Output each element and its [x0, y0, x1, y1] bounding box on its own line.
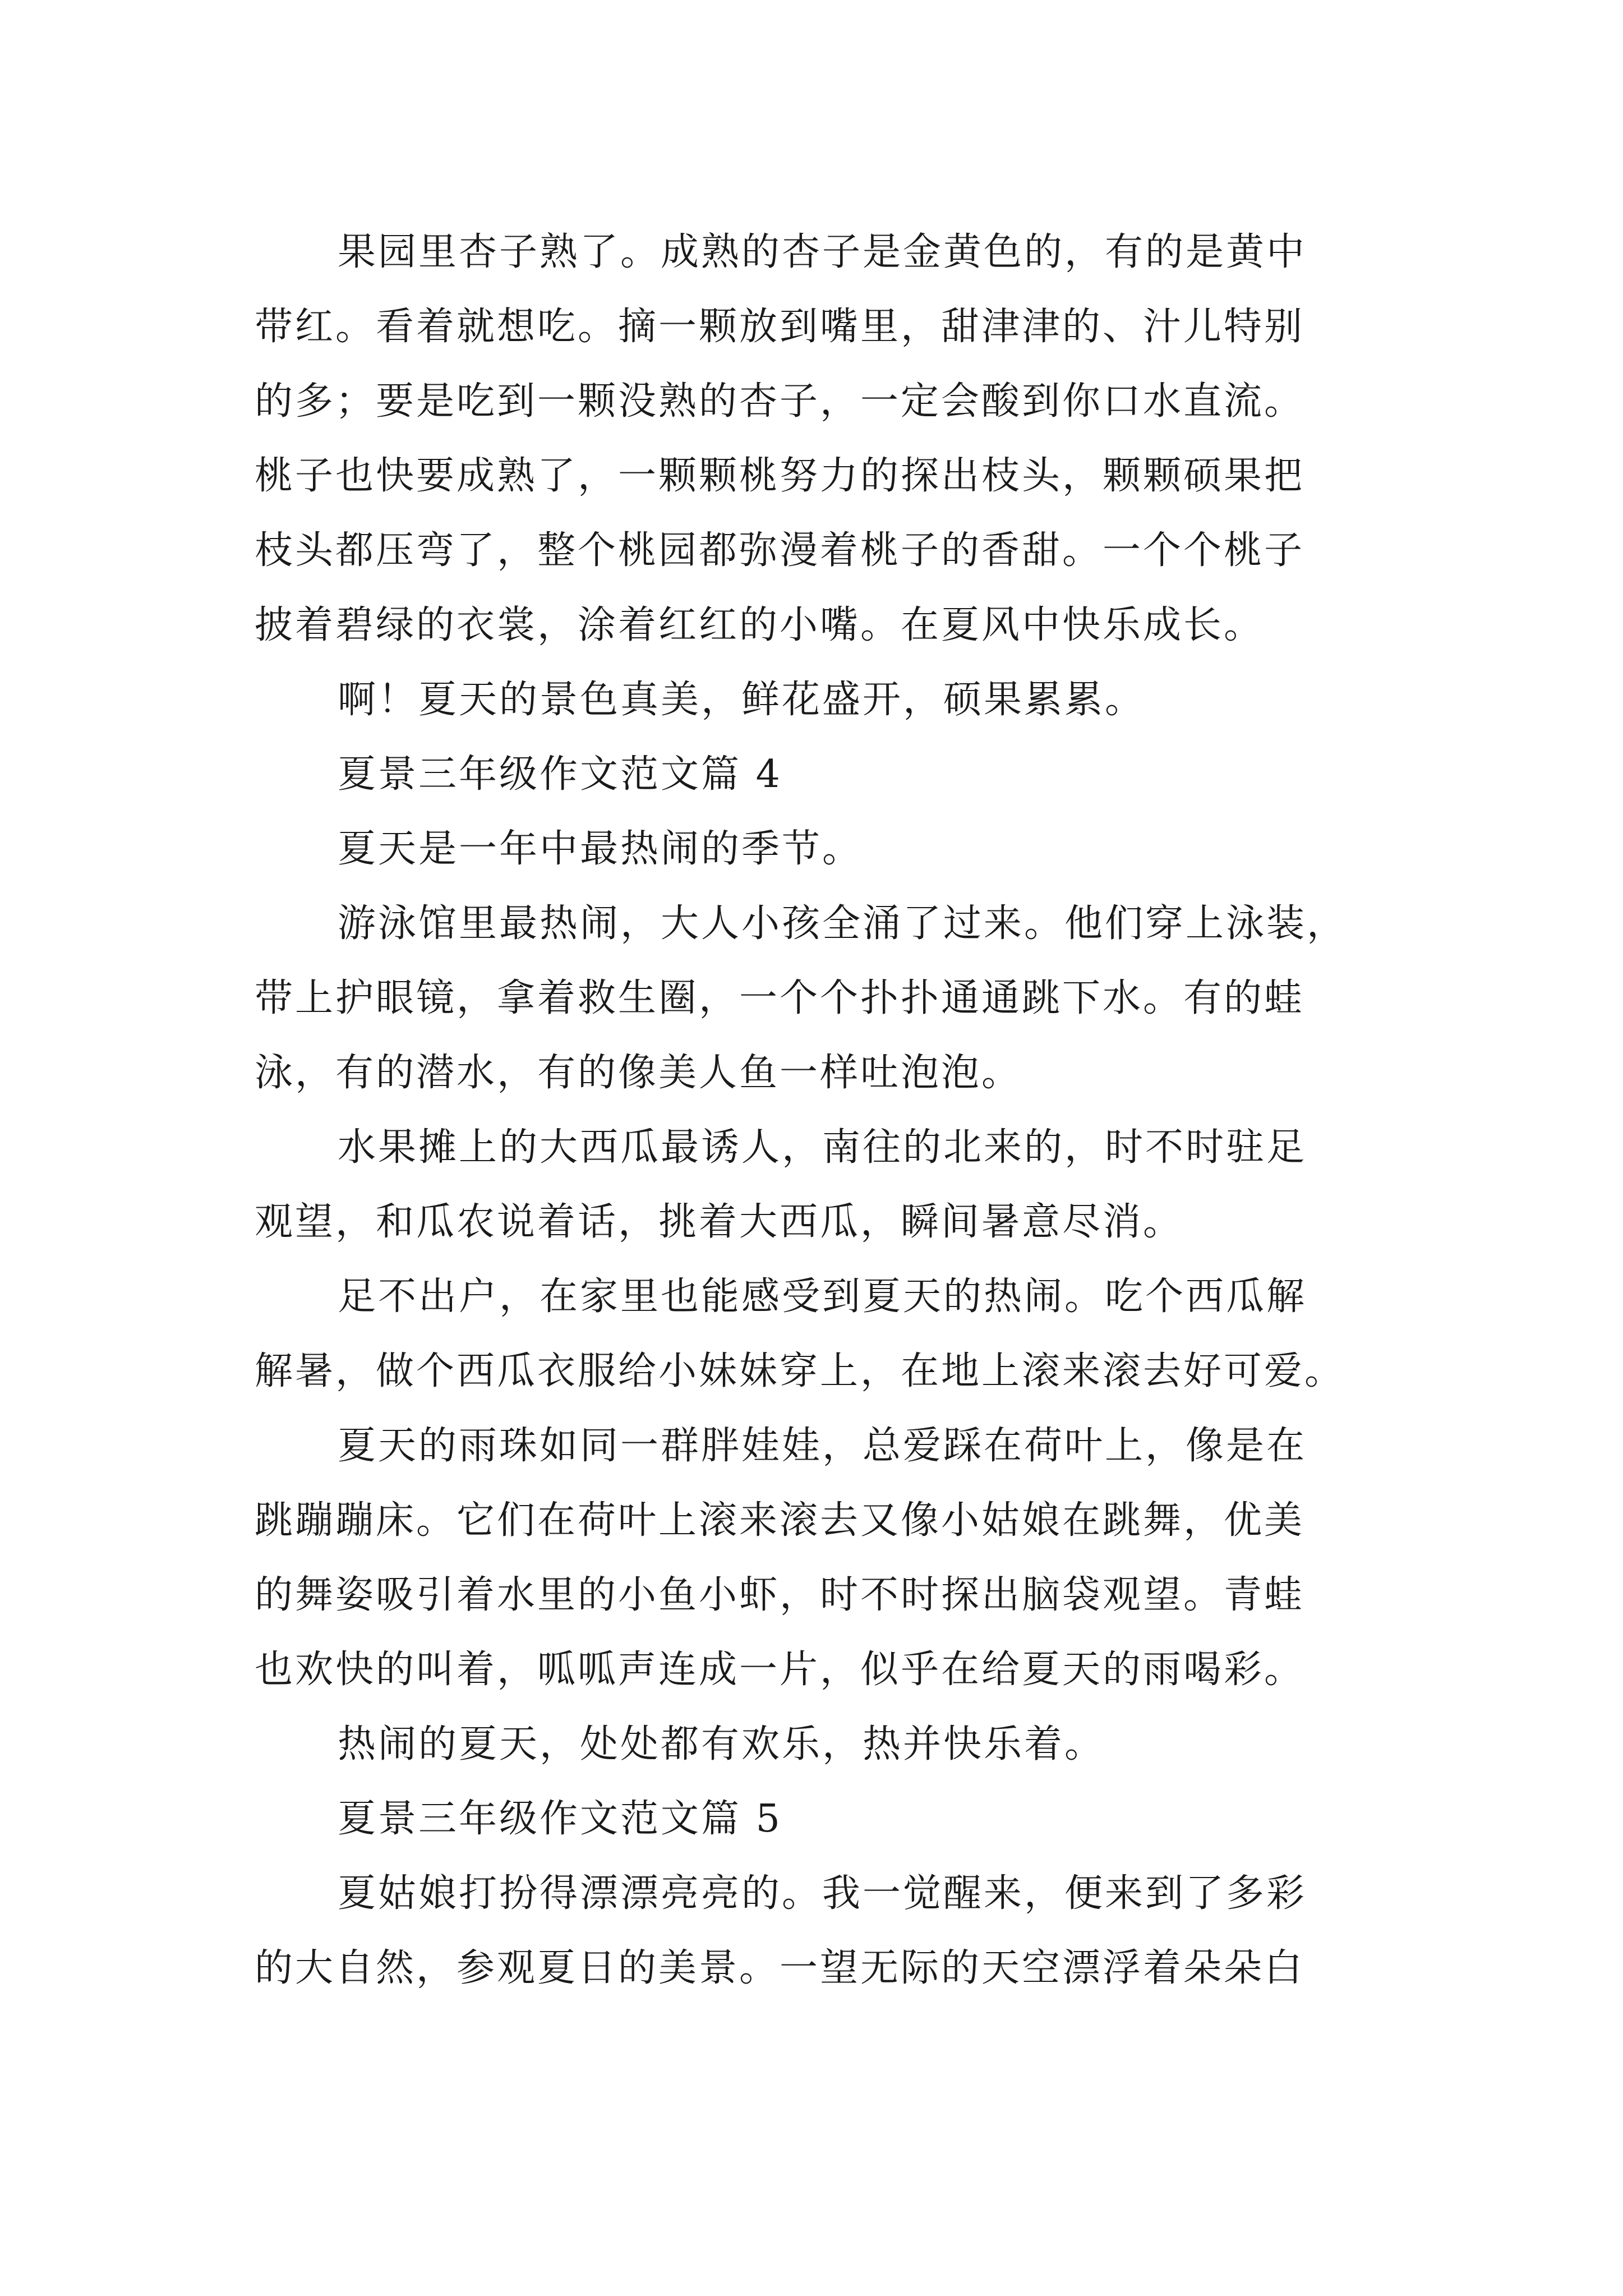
document-body [255, 215, 1410, 2005]
text-line: 桃子也快要成熟了，一颗颗桃努力的探出枝头，颗颗硕果把 [255, 454, 1305, 498]
text-line: 的舞姿吸引着水里的小鱼小虾，时不时探出脑袋观望。青蛙 [255, 1573, 1305, 1617]
text-line: 果园里杏子熟了。成熟的杏子是金黄色的，有的是黄中 [338, 230, 1307, 274]
text-line: 披着碧绿的衣裳，涂着红红的小嘴。在夏风中快乐成长。 [255, 603, 1265, 647]
text-line: 解暑，做个西瓜衣服给小妹妹穿上，在地上滚来滚去好可爱。 [255, 1349, 1345, 1393]
text-line: 夏天的雨珠如同一群胖娃娃，总爱踩在荷叶上，像是在 [338, 1424, 1307, 1468]
text-line: 观望，和瓜农说着话，挑着大西瓜，瞬间暑意尽消。 [255, 1200, 1184, 1244]
text-line: 带上护眼镜，拿着救生圈，一个个扑扑通通跳下水。有的蛙 [255, 976, 1305, 1020]
section-heading: 夏景三年级作文范文篇 5 [338, 1797, 782, 1841]
text-line: 夏天是一年中最热闹的季节。 [338, 827, 863, 871]
text-line: 游泳馆里最热闹，大人小孩全涌了过来。他们穿上泳装， [338, 901, 1348, 946]
text-line: 也欢快的叫着，呱呱声连成一片，似乎在给夏天的雨喝彩。 [255, 1648, 1305, 1692]
text-line: 带红。看着就想吃。摘一颗放到嘴里，甜津津的、汁儿特别 [255, 305, 1305, 349]
text-line: 足不出户，在家里也能感受到夏天的热闹。吃个西瓜解 [338, 1274, 1307, 1319]
text-line: 跳蹦蹦床。它们在荷叶上滚来滚去又像小姑娘在跳舞，优美 [255, 1498, 1305, 1543]
text-line: 的多；要是吃到一颗没熟的杏子，一定会酸到你口水直流。 [255, 379, 1305, 424]
text-line: 热闹的夏天，处处都有欢乐，热并快乐着。 [338, 1722, 1105, 1766]
text-line: 夏姑娘打扮得漂漂亮亮的。我一觉醒来，便来到了多彩 [338, 1871, 1307, 1916]
text-line: 啊！夏天的景色真美，鲜花盛开，硕果累累。 [338, 678, 1146, 722]
text-line: 水果摊上的大西瓜最诱人，南往的北来的，时不时驻足 [338, 1125, 1307, 1170]
text-line: 枝头都压弯了，整个桃园都弥漫着桃子的香甜。一个个桃子 [255, 528, 1305, 573]
text-line: 的大自然，参观夏日的美景。一望无际的天空漂浮着朵朵白 [255, 1946, 1305, 1990]
section-heading: 夏景三年级作文范文篇 4 [338, 752, 782, 797]
text-line: 泳，有的潜水，有的像美人鱼一样吐泡泡。 [255, 1051, 1022, 1095]
